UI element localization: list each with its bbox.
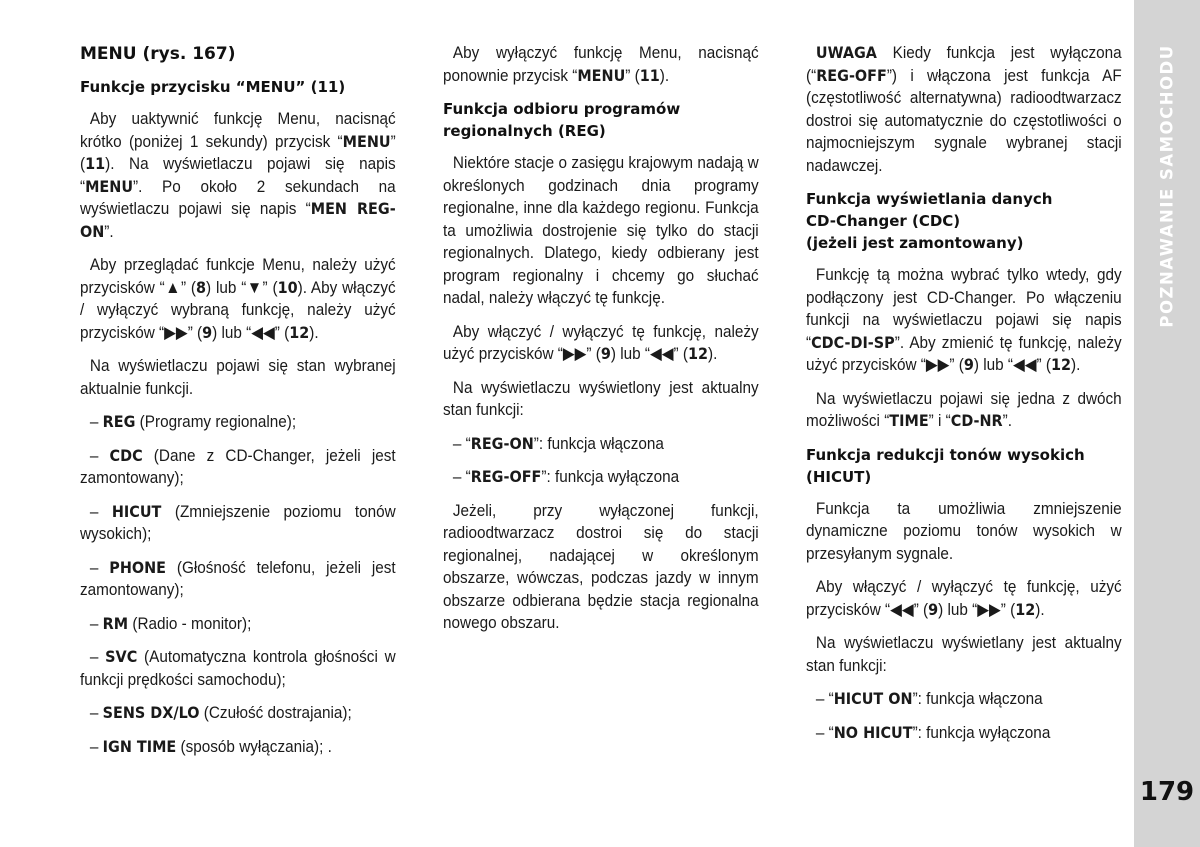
subheading-menu-button: Funkcje przycisku “MENU” (11) <box>80 78 346 96</box>
list-item: – HICUT (Zmniejszenie poziomu tonów wysokich); <box>80 501 396 543</box>
list-item: – SENS DX/LO (Czułość dostrajania); <box>89 703 352 722</box>
bold-term: MENU <box>342 131 391 151</box>
list-item-code: RM <box>102 613 129 633</box>
subheading-line: CD-Changer (CDC) <box>806 212 961 230</box>
subheading-cdc <box>806 188 1122 254</box>
list-item-code: NO HICUT <box>833 722 913 742</box>
subheading-hicut: Funkcja redukcji tonów wysokich (HICUT) <box>806 445 1085 486</box>
paragraph: Aby przeglądać funkcje Menu, należy użyć przycisków “▲” (8) lub “▼” (10). Aby włączyć / wyłączyć wybraną funkcję, należy użyć przycisków “▶▶” (9) lub “◀◀” (12). <box>80 255 396 342</box>
bold-term: 8 <box>196 277 207 297</box>
list-item-code: REG <box>102 412 136 431</box>
list-item: – REG (Programy regionalne); <box>89 412 297 431</box>
bold-term: 9 <box>600 344 611 363</box>
paragraph: Niektóre stacje o zasięgu krajowym nadają w określonych godzinach dnia programy regionalne, inne dla każdego regionu. Funkcja ta umożliwia dostrojenie się tylko do stacji regionalnych. Dlatego, kiedy odbierany jest program regionalny i chcemy go słuchać nadal, należy włączyć tę funkcję. <box>443 153 759 307</box>
bold-term: 10 <box>277 277 298 297</box>
list-item: – “NO HICUT”: funkcja wyłączona <box>815 722 1051 742</box>
list-item: – “REG-OFF”: funkcja wyłączona <box>452 467 680 486</box>
state-list <box>443 433 759 489</box>
section-tab <box>1134 0 1200 847</box>
list-item-code: SENS DX/LO <box>102 703 200 722</box>
page-number: 179 <box>1139 777 1195 807</box>
bold-term: 11 <box>85 154 106 173</box>
list-item-code: REG-ON <box>470 433 534 453</box>
bold-term: 12 <box>1015 599 1036 619</box>
list-item: – RM (Radio - monitor); <box>89 613 252 633</box>
bold-term: MENU <box>85 176 134 196</box>
list-item: – SVC (Automatyczna kontrola głośności w funkcji prędkości samochodu); <box>80 647 396 689</box>
bold-term: 9 <box>963 355 974 374</box>
list-item: – PHONE (Głośność telefonu, jeżeli jest zamontowany); <box>80 557 396 599</box>
paragraph: Na wyświetlaczu pojawi się jedna z dwóch możliwości “TIME” i “CD-NR”. <box>806 388 1122 430</box>
paragraph: Na wyświetlaczu wyświetlany jest aktualny stan funkcji: <box>806 633 1122 675</box>
bold-term: MEN REG-ON <box>80 199 396 241</box>
list-item-code: IGN TIME <box>102 736 177 756</box>
list-item-code: SVC <box>105 647 138 666</box>
bold-term: UWAGA <box>815 43 877 62</box>
bold-term: 9 <box>202 322 213 342</box>
list-item-code: REG-OFF <box>470 467 542 486</box>
list-item-code: HICUT <box>111 501 162 521</box>
paragraph: Jeżeli, przy wyłączonej funkcji, radioodtwarzacz dostroi się do stacji regionalnej, nadającej w określonym obszarze, wówczas, podczas jazdy w innym obszarze odbierana będzie stacja regionalna nowego obszaru. <box>443 500 759 632</box>
bold-term: CDC-DI-SP <box>811 332 895 352</box>
list-item: – “HICUT ON”: funkcja włączona <box>815 689 1043 708</box>
paragraph: Aby uaktywnić funkcję Menu, nacisnąć krótko (poniżej 1 sekundy) przycisk “MENU” (11). Na wyświetlaczu pojawi się napis “MENU”. Po około 2 sekundach na wyświetlaczu pojawi się napis “MEN REG-ON”. <box>80 109 396 241</box>
subheading-line: Funkcja wyświetlania danych <box>806 190 1053 208</box>
subheading-line: (jeżeli jest zamontowany) <box>806 234 1024 252</box>
note-paragraph: UWAGA Kiedy funkcja jest wyłączona (“REG-OFF”) i włączona jest funkcja AF (częstotliwość alternatywna) radioodtwarzacz dostroi się automatycznie do częstotliwości o najmocniejszym sygnale wybranej stacji nadawczej. <box>806 43 1122 175</box>
bold-term: REG-OFF <box>816 65 887 85</box>
list-item-code: PHONE <box>109 557 167 577</box>
bold-term: TIME <box>889 411 929 430</box>
section-heading: MENU (rys. 167) <box>80 44 236 64</box>
section-tab-label: POZNAWANIE SAMOCHODU <box>1157 44 1177 328</box>
subheading-reg: Funkcja odbioru programów regionalnych (REG) <box>443 100 681 140</box>
paragraph: Aby wyłączyć funkcję Menu, nacisnąć ponownie przycisk “MENU” (11). <box>443 43 759 85</box>
paragraph: Aby włączyć / wyłączyć tę funkcję, użyć przycisków “◀◀” (9) lub “▶▶” (12). <box>806 577 1122 619</box>
bold-term: 12 <box>687 344 709 363</box>
column-1 <box>80 42 396 769</box>
list-item: – CDC (Dane z CD-Changer, jeżeli jest zamontowany); <box>80 445 396 487</box>
paragraph: Na wyświetlaczu wyświetlony jest aktualny stan funkcji: <box>443 377 759 419</box>
bold-term: 11 <box>639 65 660 85</box>
paragraph: Aby włączyć / wyłączyć tę funkcję, należy użyć przycisków “▶▶” (9) lub “◀◀” (12). <box>443 321 759 363</box>
column-2 <box>443 42 759 646</box>
bold-term: 12 <box>1050 355 1072 374</box>
bold-term: 9 <box>928 599 939 619</box>
paragraph: Funkcję tą można wybrać tylko wtedy, gdy podłączony jest CD-Changer. Po włączeniu funkcji na wyświetlaczu pojawi się napis “CDC-DI-SP”. Aby zmienić tę funkcję, należy użyć przycisków “▶▶” (9) lub “◀◀” (12). <box>806 265 1122 374</box>
list-item: – “REG-ON”: funkcja włączona <box>452 433 664 453</box>
list-item-code: CDC <box>109 445 143 465</box>
bold-term: CD-NR <box>950 411 1003 430</box>
column-3 <box>806 42 1122 755</box>
paragraph: Na wyświetlaczu pojawi się stan wybranej aktualnie funkcji. <box>80 356 396 398</box>
bold-term: MENU <box>577 65 626 85</box>
state-list <box>806 688 1122 744</box>
paragraph: Funkcja ta umożliwia zmniejszenie dynamiczne poziomu tonów wysokich w przesyłanym sygnale. <box>806 498 1122 563</box>
bold-term: 12 <box>289 322 310 342</box>
list-item: – IGN TIME (sposób wyłączania); . <box>89 736 332 756</box>
function-list <box>80 411 396 758</box>
list-item-code: HICUT ON <box>833 689 913 708</box>
